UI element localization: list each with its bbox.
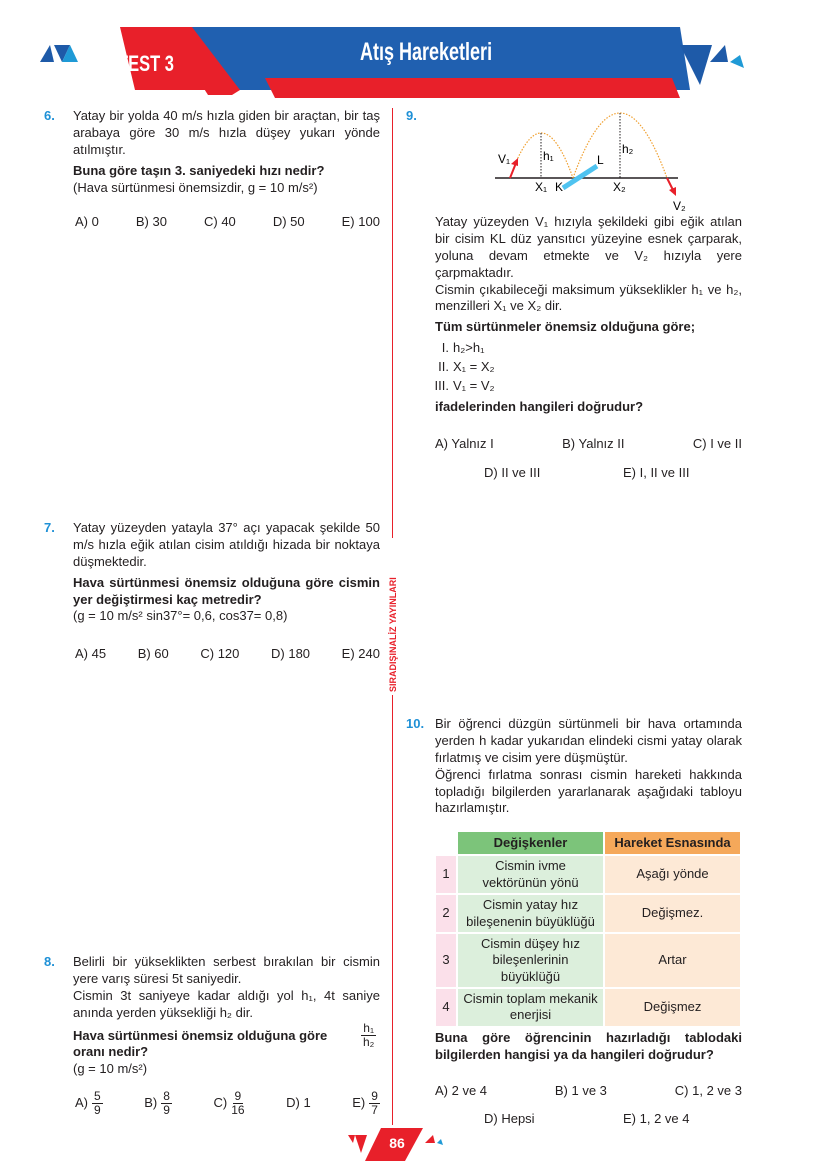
row-value: Değişmez. [605, 895, 740, 932]
statement [421, 359, 742, 376]
question-note: (Hava sürtünmesi önemsizdir, g = 10 m/s²) [73, 179, 318, 195]
question-text: Belirli bir yükseklikten serbest bırakılan bir cismin yere varış süresi 5t saniyedir. [73, 954, 380, 986]
denominator: 9 [94, 1103, 101, 1118]
question-note: (g = 10 m/s²) [73, 1061, 148, 1077]
question-text: Yatay yüzeyden yatayla 37° açı yapacak şekilde 50 m/s hızla eğik atılan cisim atıldığı hizada bir noktaya düşmektedir. [73, 520, 380, 569]
numerator: 9 [234, 1089, 242, 1103]
option-b[interactable]: B) 60 [137, 646, 169, 661]
option-e[interactable] [352, 1090, 380, 1117]
question-number: 9. [406, 108, 417, 123]
question-prompt [73, 1020, 380, 1062]
publisher-side-text: SIRADIŞINALİZ YAYINLARI [388, 577, 398, 692]
row-value: Artar [605, 934, 740, 987]
row-value: Aşağı yönde [605, 856, 740, 893]
question-9 [435, 214, 742, 416]
denominator: 16 [231, 1103, 245, 1118]
row-variable: Cismin yatay hız bileşenenin büyüklüğü [458, 895, 603, 932]
question-8 [73, 954, 380, 1078]
ratio-fraction [361, 1022, 376, 1049]
option-a[interactable]: A) 2 ve 4 [435, 1083, 488, 1098]
page-number: 86 [389, 1135, 405, 1151]
option-label: C) [213, 1095, 228, 1111]
option-b[interactable]: B) 30 [135, 214, 167, 229]
option-a[interactable]: A) 0 [75, 214, 99, 229]
option-label: B) [144, 1095, 158, 1111]
statement-text: h₂>h₁ [453, 340, 485, 356]
row-number: 2 [436, 895, 456, 932]
option-d[interactable]: D) 50 [272, 214, 305, 229]
option-a[interactable]: A) 45 [75, 646, 107, 661]
option-c[interactable] [214, 1090, 245, 1117]
table-row [436, 934, 740, 987]
question-prompt: Tüm sürtünmeler önemsiz olduğuna göre; [435, 319, 696, 335]
q8-options [75, 1090, 380, 1117]
header-during-motion: Hareket Esnasında [605, 832, 740, 854]
x1-label: X₁ [535, 180, 548, 194]
question-prompt: Hava sürtünmesi önemsiz olduğuna göre cismin yer değiştirmesi kaç metredir? [73, 574, 380, 607]
fraction [369, 1090, 380, 1117]
prompt-text-2: oranı nedir? [73, 1044, 149, 1060]
option-b[interactable]: B) Yalnız II [562, 436, 625, 451]
question-number: 6. [44, 108, 55, 123]
question-text-2: Cismin çıkabileceği maksimum yükseklikler h₁ ve h₂, menzilleri X₁ ve X₂ dir. [435, 281, 742, 314]
fraction [161, 1090, 172, 1117]
option-d[interactable]: D) Hepsi [484, 1111, 535, 1126]
row-number: 1 [436, 856, 456, 893]
numerator: 9 [371, 1089, 378, 1103]
row-value: Değişmez [605, 989, 740, 1026]
question-text-2: Öğrenci fırlatma sonrası cismin hareketi hakkında topladığı bilgilerden yararlanarak aşağıdaki tabloyu hazırlamıştır. [435, 766, 742, 816]
question-number: 8. [44, 954, 55, 969]
row-number: 3 [436, 934, 456, 987]
fraction [92, 1090, 103, 1117]
k-label: K [555, 180, 564, 194]
x2-label: X₂ [613, 180, 626, 194]
numerator: 8 [163, 1089, 170, 1103]
option-e[interactable]: E) 100 [341, 214, 380, 229]
page-title: Atış Hareketleri [360, 38, 493, 66]
option-a[interactable] [75, 1090, 103, 1117]
statements [421, 340, 742, 395]
statement-number: I. [441, 340, 449, 356]
question-prompt: Buna göre taşın 3. saniyedeki hızı nedir? [73, 162, 325, 178]
test-label: TEST 3 [118, 51, 174, 76]
row-variable: Cismin düşey hız bileşenlerinin büyüklüğü [458, 934, 603, 987]
question-text: Yatay yüzeyden V₁ hızıyla şekildeki gibi eğik atılan bir cisim KL düz yansıtıcı yüzeyine esnek çarparak, yoluna devam etmekte ve V₂ hızıyla yere çarpmaktadır. [435, 214, 742, 280]
table-row [436, 895, 740, 932]
statement-number: II. [438, 359, 449, 375]
question-note: (g = 10 m/s² sin37°= 0,6, cos37= 0,8) [73, 608, 288, 624]
h2-label: h₂ [622, 142, 634, 156]
option-d[interactable]: D) 180 [271, 646, 311, 661]
v2-label: V₂ [673, 199, 686, 213]
option-e[interactable]: E) I, II ve III [623, 465, 690, 480]
option-c[interactable]: C) I ve II [692, 436, 742, 451]
option-label: E) [352, 1095, 366, 1111]
row-variable: Cismin ivme vektörünün yönü [458, 856, 603, 893]
projectile-figure [480, 100, 700, 215]
statement-number: III. [434, 378, 449, 394]
question-number: 10. [406, 716, 425, 731]
option-e[interactable]: E) 1, 2 ve 4 [623, 1111, 690, 1126]
option-label: D) 1 [286, 1095, 311, 1111]
statement [421, 340, 742, 357]
denominator: h₂ [362, 1034, 375, 1049]
column-divider [392, 108, 393, 538]
l-label: L [597, 153, 604, 167]
data-table [434, 830, 742, 1028]
question-prompt: Buna göre öğrencinin hazırladığı tablodaki bilgilerden hangisi ya da hangileri doğrudur? [435, 1030, 742, 1062]
column-divider [392, 695, 393, 1125]
option-c[interactable]: C) 1, 2 ve 3 [674, 1083, 742, 1098]
question-text: Yatay bir yolda 40 m/s hızla giden bir araçtan, bir taş arabaya göre 30 m/s hızla düşey yukarı yönde atılmıştır. [73, 108, 380, 157]
question-text: Bir öğrenci düzgün sürtünmeli bir hava ortamında yerden h kadar yukarıdan elindeki cismi yatay olarak fırlatmış ve cisim yere düşmüştür. [435, 716, 742, 765]
question-prompt-2: ifadelerinden hangileri doğrudur? [435, 398, 644, 414]
statement [421, 378, 742, 395]
option-c[interactable]: C) 120 [200, 646, 240, 661]
statement-text: V₁ = V₂ [453, 378, 495, 394]
option-b[interactable]: B) 1 ve 3 [554, 1083, 607, 1098]
table-row [436, 856, 740, 893]
q10-options-row1 [435, 1083, 742, 1100]
denominator: 7 [371, 1103, 378, 1118]
option-c[interactable]: C) 40 [203, 214, 236, 229]
table-row [436, 989, 740, 1026]
numerator: 5 [94, 1089, 101, 1103]
q6-options [75, 214, 380, 231]
prompt-text: Hava sürtünmesi önemsiz olduğuna göre [73, 1027, 328, 1043]
statement-text: X₁ = X₂ [453, 359, 495, 375]
question-10 [435, 716, 742, 817]
numerator: h₁ [363, 1020, 374, 1035]
denominator: 9 [163, 1103, 170, 1118]
option-label: A) [75, 1095, 88, 1111]
option-d[interactable]: D) II ve III [484, 465, 541, 480]
q7-options [75, 646, 380, 663]
h1-label: h₁ [543, 149, 554, 163]
row-number: 4 [436, 989, 456, 1026]
question-text-2: Cismin 3t saniyeye kadar aldığı yol h₁, 4t saniye anında yerden yüksekliği h₂ dir. [73, 987, 380, 1020]
q9-options-row1 [435, 436, 742, 453]
v1-label: V₁ [498, 152, 511, 166]
option-a[interactable]: A) Yalnız I [435, 436, 494, 451]
fraction [231, 1090, 244, 1117]
question-number: 7. [44, 520, 55, 535]
question-7 [73, 520, 380, 625]
option-b[interactable] [144, 1090, 172, 1117]
option-d[interactable] [286, 1090, 311, 1117]
header-variables: Değişkenler [458, 832, 603, 854]
question-6 [73, 108, 380, 196]
row-variable: Cismin toplam mekanik enerjisi [458, 989, 603, 1026]
option-e[interactable]: E) 240 [341, 646, 380, 661]
